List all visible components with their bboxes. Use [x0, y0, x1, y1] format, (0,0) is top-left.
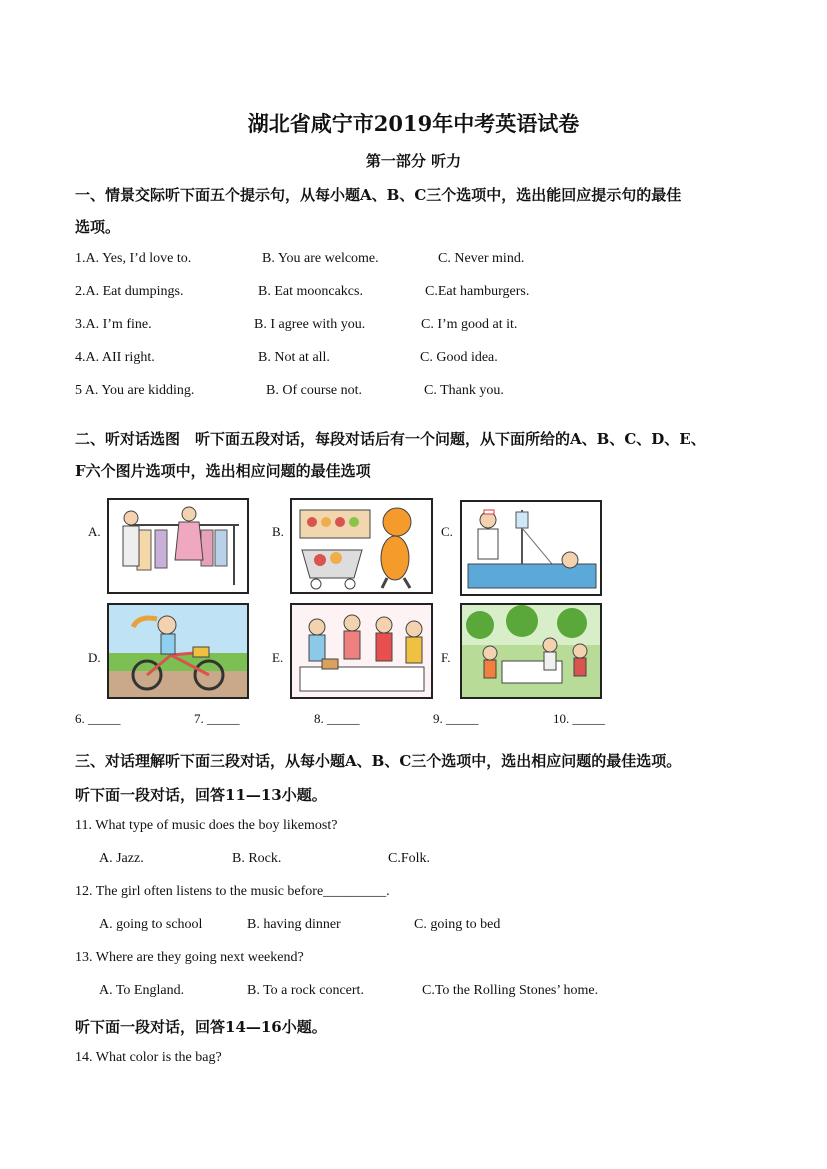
answer-blank-10: 10. _____	[553, 711, 605, 726]
q4-option-c: C. Good idea.	[420, 350, 498, 365]
q12-option-b: B. having dinner	[247, 917, 341, 932]
q4-option-a: 4.A. AII right.	[75, 350, 155, 365]
section1-heading: 一、情景交际听下面五个提示句，从每小题A、B、C三个选项中，选出能回应提示句的最佳	[75, 186, 682, 204]
q5-option-b: B. Of course not.	[266, 383, 363, 398]
clothes-shop-illustration	[109, 500, 247, 592]
q11-stem: 11. What type of music does the boy likemost?	[75, 818, 338, 833]
picture-b-label: B.	[272, 524, 284, 539]
page-title: 湖北省咸宁市2019年中考英语试卷	[247, 111, 580, 136]
q3-option-b: B. I agree with you.	[254, 317, 366, 332]
girl-cycling-illustration	[109, 605, 247, 697]
q12-option-a: A. going to school	[99, 917, 203, 932]
q1-option-a: 1.A. Yes, I’d love to.	[75, 251, 192, 266]
q13-option-c: C.To the Rolling Stones’ home.	[422, 983, 599, 998]
picture-e-label: E.	[272, 650, 284, 665]
picture-d-label: D.	[88, 650, 101, 665]
q2-option-b: B. Eat mooncakcs.	[258, 284, 363, 299]
q12-stem: 12. The girl often listens to the music before_________.	[75, 884, 390, 899]
q3-option-a: 3.A. I’m fine.	[75, 317, 152, 332]
picture-c-label: C.	[441, 524, 453, 539]
q14-stem: 14. What color is the bag?	[75, 1050, 222, 1065]
q4-option-b: B. Not at all.	[258, 350, 330, 365]
q11-option-b: B. Rock.	[232, 851, 282, 866]
picture-e-party	[290, 603, 433, 699]
picture-c-hospital	[460, 500, 602, 596]
q3-option-c: C. I’m good at it.	[421, 317, 518, 332]
q11-option-c: C.Folk.	[388, 851, 431, 866]
picture-d-girl-cycling	[107, 603, 249, 699]
answer-blank-7: 7. _____	[194, 711, 240, 726]
section1-heading-cont: 选项。	[75, 218, 121, 236]
q13-stem: 13. Where are they going next weekend?	[75, 950, 304, 965]
q5-option-a: 5 A. You are kidding.	[75, 383, 195, 398]
party-illustration	[292, 605, 431, 697]
q1-option-c: C. Never mind.	[438, 251, 525, 266]
hospital-illustration	[462, 502, 600, 594]
q2-option-a: 2.A. Eat dumpings.	[75, 284, 184, 299]
section2-heading: 二、听对话选图 听下面五段对话，每段对话后有一个问题，从下面所给的A、B、C、D、E、	[75, 430, 706, 448]
answer-blank-9: 9. _____	[433, 711, 479, 726]
q11-option-a: A. Jazz.	[99, 851, 144, 866]
picture-f-label: F.	[441, 650, 451, 665]
q2-option-c: C.Eat hamburgers.	[425, 284, 530, 299]
section3-heading: 三、对话理解听下面三段对话，从每小题A、B、C三个选项中，选出相应问题的最佳选项。	[75, 752, 682, 770]
section2-heading-cont: F六个图片选项中，选出相应问题的最佳选项	[75, 462, 371, 480]
garfield-food-illustration	[292, 500, 431, 592]
picnic-illustration	[462, 605, 600, 697]
q1-option-b: B. You are welcome.	[262, 251, 379, 266]
dialog1-instruction: 听下面一段对话，回答11—13小题。	[75, 786, 327, 804]
answer-blank-8: 8. _____	[314, 711, 360, 726]
q13-option-b: B. To a rock concert.	[247, 983, 364, 998]
answer-blank-6: 6. _____	[75, 711, 121, 726]
picture-a-label: A.	[88, 524, 101, 539]
q5-option-c: C. Thank you.	[424, 383, 504, 398]
q12-option-c: C. going to bed	[414, 917, 501, 932]
part-heading: 第一部分 听力	[365, 152, 462, 170]
dialog2-instruction: 听下面一段对话，回答14—16小题。	[75, 1018, 327, 1036]
q13-option-a: A. To England.	[99, 983, 185, 998]
picture-a-clothes-shop	[107, 498, 249, 594]
picture-b-garfield-food	[290, 498, 433, 594]
picture-f-picnic	[460, 603, 602, 699]
